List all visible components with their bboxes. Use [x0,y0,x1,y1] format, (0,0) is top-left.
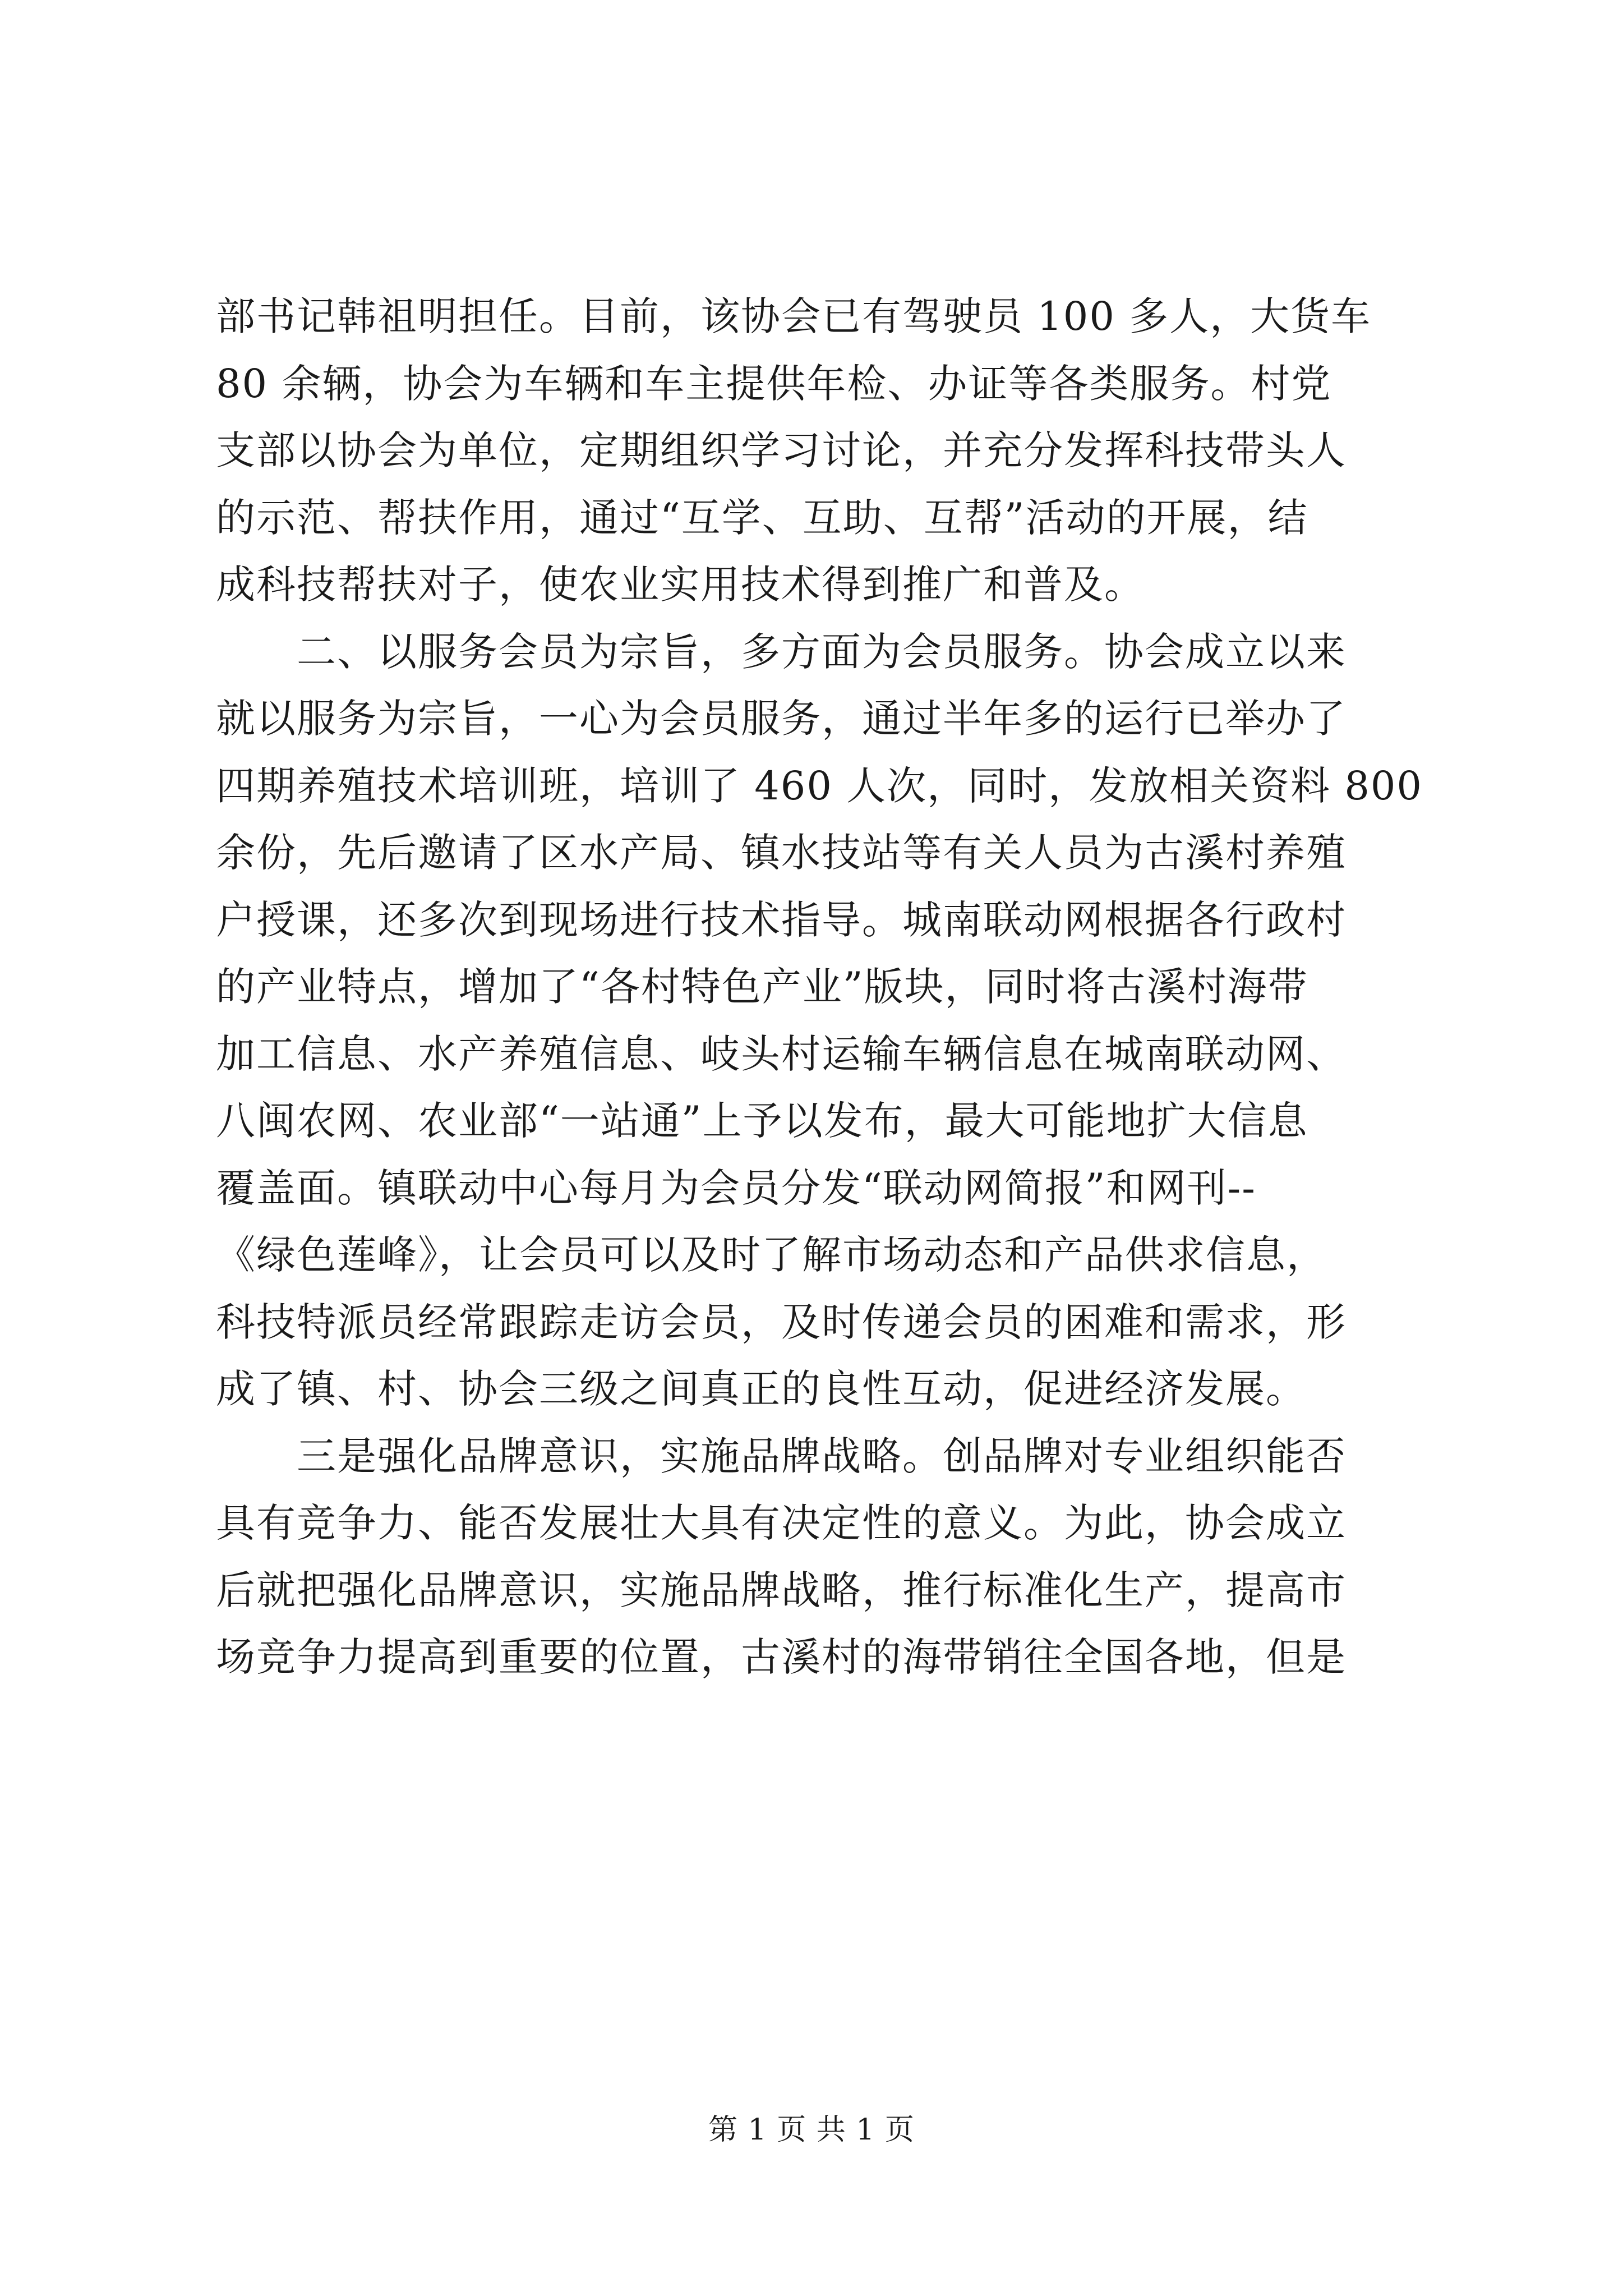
page-footer [0,2110,1623,2150]
text-line: 具有竞争力、能否发展壮大具有决定性的意义。为此，协会成立 [216,1500,1347,1546]
text-line: 户授课，还多次到现场进行技术指导。城南联动网根据各行政村 [216,896,1347,943]
text-line: 的产业特点，增加了“各村特色产业”版块，同时将古溪村海带 [216,964,1308,1010]
text-line: 成了镇、村、协会三级之间真正的良性互动，促进经济发展。 [216,1366,1306,1412]
text-line: 三是强化品牌意识，实施品牌战略。创品牌对专业组织能否 [216,1433,1347,1479]
text-line: 加工信息、水产养殖信息、岐头村运输车辆信息在城南联动网、 [216,1030,1347,1077]
text-line: 的示范、帮扶作用，通过“互学、互助、互帮”活动的开展，结 [216,494,1308,541]
text-line: 成科技帮扶对子，使农业实用技术得到推广和普及。 [216,562,1145,608]
text-line: 覆盖面。镇联动中心每月为会员分发“联动网简报”和网刊-- [216,1165,1256,1211]
text-line: 八闽农网、农业部“一站通”上予以发布，最大可能地扩大信息 [216,1098,1308,1144]
text-line: 就以服务为宗旨，一心为会员服务，通过半年多的运行已举办了 [216,696,1347,742]
text-line: 二、以服务会员为宗旨，多方面为会员服务。协会成立以来 [216,628,1347,675]
page-number-label: 第 1 页 共 1 页 [708,2113,915,2147]
text-line: 余份，先后邀请了区水产局、镇水技站等有关人员为古溪村养殖 [216,830,1347,876]
text-line: 后就把强化品牌意识，实施品牌战略，推行标准化生产，提高市 [216,1567,1347,1613]
text-line: 科技特派员经常跟踪走访会员，及时传递会员的困难和需求，形 [216,1299,1347,1345]
text-line: 《绿色莲峰》，让会员可以及时了解市场动态和产品供求信息， [216,1232,1327,1278]
body-text [216,283,1423,1691]
text-line: 部书记韩祖明担任。目前，该协会已有驾驶员 100 多人，大货车 [216,293,1372,339]
text-line: 支部以协会为单位，定期组织学习讨论，并充分发挥科技带头人 [216,427,1347,473]
text-line: 场竞争力提高到重要的位置，古溪村的海带销往全国各地，但是 [216,1634,1347,1680]
text-line: 80 余辆，协会为车辆和车主提供年检、办证等各类服务。村党 [216,360,1332,407]
text-line: 四期养殖技术培训班，培训了 460 人次，同时，发放相关资料 800 [216,762,1423,809]
